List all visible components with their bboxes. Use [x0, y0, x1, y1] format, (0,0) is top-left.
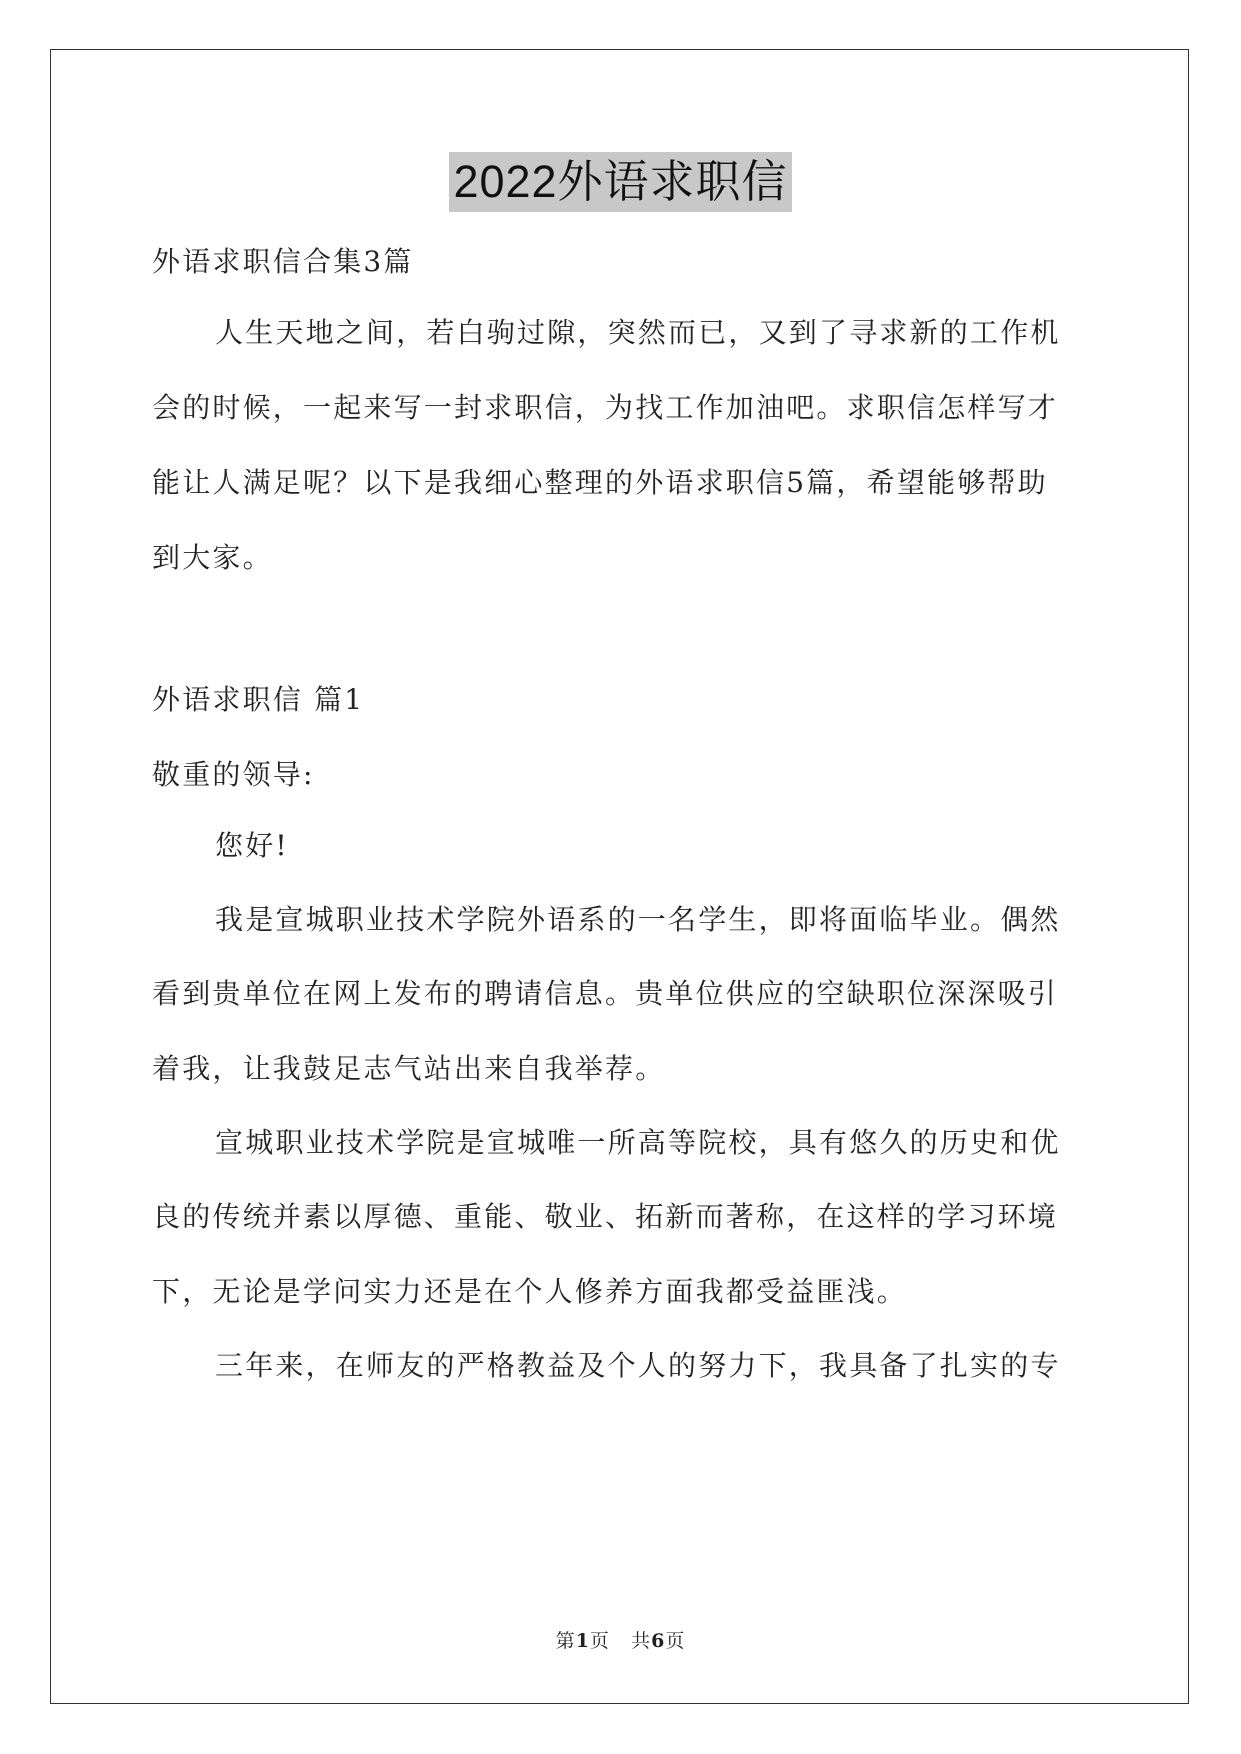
paragraph-line: 宣城职业技术学院是宣城唯一所高等院校，具有悠久的历史和优 — [215, 1126, 1061, 1159]
document-title: 2022外语求职信 — [449, 152, 791, 212]
greeting: 您好! — [215, 829, 289, 862]
page-number: 1 — [575, 1630, 590, 1652]
footer-page-suffix: 页 — [589, 1630, 610, 1652]
page-border — [50, 49, 1189, 1704]
paragraph-line: 三年来，在师友的严格教益及个人的努力下，我具备了扎实的专 — [215, 1349, 1061, 1382]
intro-line: 会的时候，一起来写一封求职信，为找工作加油吧。求职信怎样写才 — [152, 391, 1059, 424]
intro-line: 到大家。 — [152, 541, 273, 574]
footer-total-suffix: 页 — [665, 1630, 686, 1652]
title-container — [0, 152, 1241, 212]
salutation: 敬重的领导: — [152, 758, 315, 791]
paragraph-line: 下，无论是学问实力还是在个人修养方面我都受益匪浅。 — [152, 1275, 908, 1308]
page-total: 6 — [651, 1630, 666, 1652]
footer-prefix: 第 — [555, 1630, 576, 1652]
section-heading: 外语求职信 篇1 — [152, 683, 365, 716]
document-subtitle: 外语求职信合集3篇 — [152, 245, 414, 278]
footer-total-prefix: 共 — [631, 1630, 652, 1652]
intro-line: 人生天地之间，若白驹过隙，突然而已，又到了寻求新的工作机 — [215, 316, 1061, 349]
intro-line: 能让人满足呢？以下是我细心整理的外语求职信5篇，希望能够帮助 — [152, 466, 1048, 499]
paragraph-line: 良的传统并素以厚德、重能、敬业、拓新而著称，在这样的学习环境 — [152, 1200, 1059, 1233]
page-footer — [0, 1626, 1241, 1653]
paragraph-line: 着我，让我鼓足志气站出来自我举荐。 — [152, 1052, 666, 1085]
paragraph-line: 我是宣城职业技术学院外语系的一名学生，即将面临毕业。偶然 — [215, 903, 1061, 936]
paragraph-line: 看到贵单位在网上发布的聘请信息。贵单位供应的空缺职位深深吸引 — [152, 977, 1059, 1010]
